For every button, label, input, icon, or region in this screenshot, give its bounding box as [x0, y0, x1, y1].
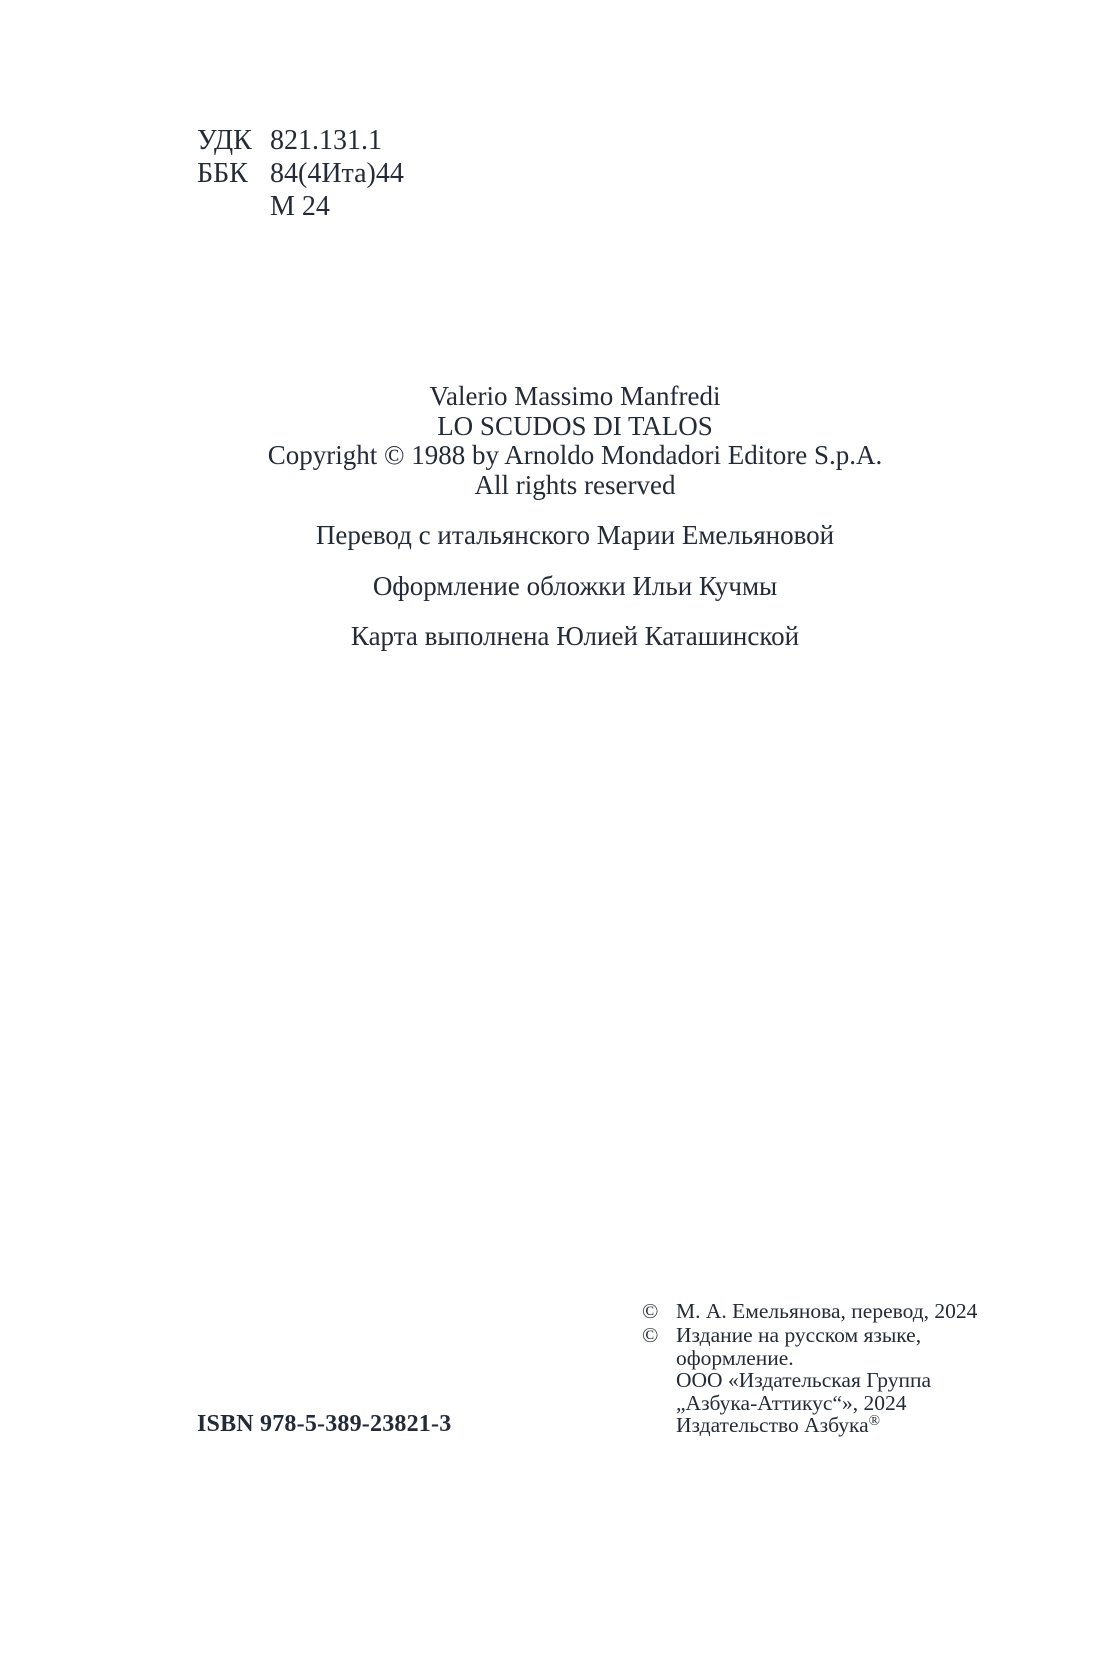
bbk-label: ББК	[197, 158, 248, 189]
translation-credit: Перевод с итальянского Марии Емельяновой	[315, 520, 835, 550]
author-sign: М 24	[270, 191, 330, 222]
isbn-line: ISBN 978-5-389-23821-3	[197, 1411, 452, 1437]
udc-value: 821.131.1	[270, 125, 382, 156]
title-credits-block	[200, 382, 950, 652]
author-sign-row	[197, 190, 404, 223]
copyright-item-translation	[642, 1300, 987, 1322]
copyright-symbol: ©	[642, 1323, 659, 1348]
copyright-item-edition	[642, 1324, 987, 1436]
copyright-edition-line-1: Издание на русском языке,	[676, 1323, 922, 1348]
classification-block	[197, 124, 404, 223]
rights-reserved-line: All rights reserved	[474, 469, 676, 500]
copyright-edition-line-2: оформление.	[676, 1345, 794, 1370]
copyright-notices-block	[642, 1300, 987, 1436]
udc-label: УДК	[197, 125, 252, 156]
cover-design-credit: Оформление обложки Ильи Кучмы	[372, 570, 778, 601]
copyright-edition-line-4: „Азбука-Аттикус“», 2024	[676, 1390, 907, 1415]
original-copyright-line: Copyright © 1988 by Arnoldo Mondadori Editore S.p.A.	[267, 440, 883, 470]
original-title: LO SCUDOS DI TALOS	[437, 410, 713, 441]
bbk-value: 84(4Ита)44	[270, 158, 404, 189]
publisher-line	[676, 1414, 987, 1436]
map-credit: Карта выполнена Юлией Каташинской	[350, 621, 800, 651]
registered-trademark-symbol: ®	[868, 1413, 881, 1430]
author-sign-spacer	[197, 190, 270, 223]
publisher-name: Издательство Азбука	[676, 1413, 869, 1438]
copyright-edition-line-3: ООО «Издательская Группа	[676, 1368, 932, 1393]
copyright-translation-line: М. А. Емельянова, перевод, 2024	[676, 1299, 978, 1323]
bbk-row	[197, 157, 404, 190]
udc-row	[197, 124, 404, 157]
copyright-symbol: ©	[642, 1299, 659, 1323]
original-author: Valerio Massimo Manfredi	[429, 381, 721, 411]
